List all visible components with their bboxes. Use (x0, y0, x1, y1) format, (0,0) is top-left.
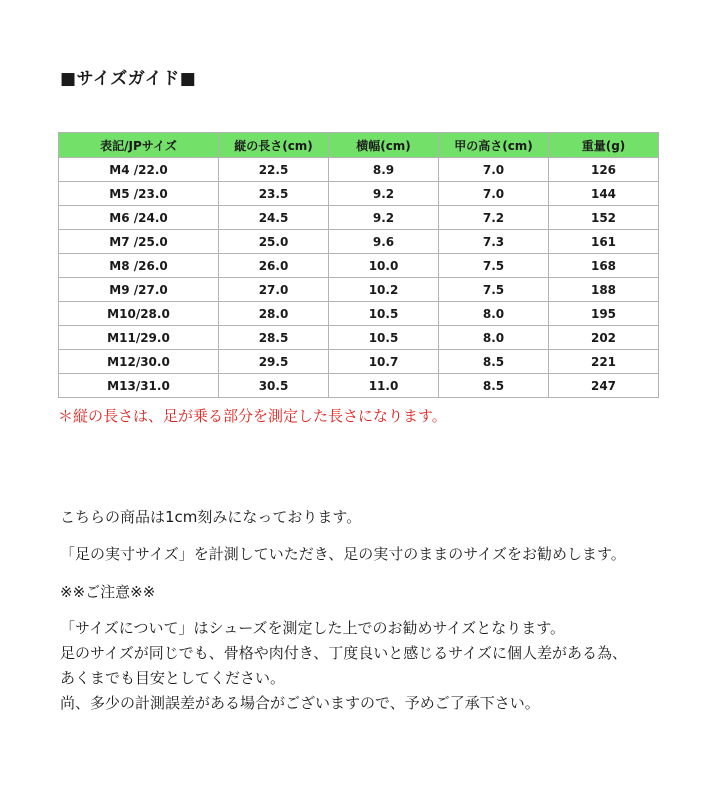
caution-line: 尚、多少の計測誤差がある場合がございますので、予めご了承下さい。 (60, 694, 540, 712)
cell-weight: 195 (549, 302, 659, 326)
cell-length: 25.0 (219, 230, 329, 254)
cell-size: M6 /24.0 (59, 206, 219, 230)
cell-weight: 126 (549, 158, 659, 182)
table-row (59, 350, 659, 374)
cell-length: 22.5 (219, 158, 329, 182)
table-header-row (59, 133, 659, 158)
cell-weight: 144 (549, 182, 659, 206)
cell-instep-height: 7.5 (439, 254, 549, 278)
cell-width: 9.6 (329, 230, 439, 254)
column-header-width: 横幅(cm) (329, 133, 439, 158)
caution-line: あくまでも目安としてください。 (60, 669, 286, 687)
cell-instep-height: 7.0 (439, 182, 549, 206)
cell-weight: 202 (549, 326, 659, 350)
caution-heading: ※※ご注意※※ (60, 583, 156, 601)
cell-instep-height: 8.0 (439, 302, 549, 326)
cell-size: M7 /25.0 (59, 230, 219, 254)
cell-instep-height: 8.0 (439, 326, 549, 350)
cell-weight: 168 (549, 254, 659, 278)
table-row (59, 230, 659, 254)
cell-weight: 247 (549, 374, 659, 398)
cell-weight: 152 (549, 206, 659, 230)
table-row (59, 182, 659, 206)
table-row (59, 374, 659, 398)
cell-instep-height: 8.5 (439, 374, 549, 398)
cell-size: M9 /27.0 (59, 278, 219, 302)
table-row (59, 206, 659, 230)
cell-width: 10.0 (329, 254, 439, 278)
cell-instep-height: 7.0 (439, 158, 549, 182)
table-row (59, 158, 659, 182)
table-body (59, 158, 659, 398)
cell-width: 9.2 (329, 182, 439, 206)
cell-size: M13/31.0 (59, 374, 219, 398)
cell-width: 10.5 (329, 302, 439, 326)
caution-line: 足のサイズが同じでも、骨格や肉付き、丁度良いと感じるサイズに個人差がある為、 (60, 644, 628, 662)
column-header-length: 縦の長さ(cm) (219, 133, 329, 158)
cell-width: 8.9 (329, 158, 439, 182)
cell-instep-height: 7.5 (439, 278, 549, 302)
cell-width: 9.2 (329, 206, 439, 230)
measurement-note: ＊縦の長さは、足が乗る部分を測定した長さになります。 (58, 407, 447, 425)
cell-size: M4 /22.0 (59, 158, 219, 182)
cell-width: 11.0 (329, 374, 439, 398)
cell-length: 23.5 (219, 182, 329, 206)
cell-width: 10.7 (329, 350, 439, 374)
table-row (59, 302, 659, 326)
column-header-size: 表記/JPサイズ (59, 133, 219, 158)
cell-size: M10/28.0 (59, 302, 219, 326)
size-chart-table (58, 132, 659, 398)
cell-length: 29.5 (219, 350, 329, 374)
caution-line: 「サイズについて」はシューズを測定した上でのお勧めサイズとなります。 (60, 619, 566, 637)
cell-size: M12/30.0 (59, 350, 219, 374)
cell-width: 10.2 (329, 278, 439, 302)
cell-length: 30.5 (219, 374, 329, 398)
column-header-weight: 重量(g) (549, 133, 659, 158)
cell-length: 28.5 (219, 326, 329, 350)
cell-weight: 161 (549, 230, 659, 254)
info-paragraph: 「足の実寸サイズ」を計測していただき、足の実寸のままのサイズをお勧めします。 (60, 545, 626, 563)
table-row (59, 326, 659, 350)
cell-instep-height: 7.3 (439, 230, 549, 254)
column-header-instep-height: 甲の高さ(cm) (439, 133, 549, 158)
table-row (59, 254, 659, 278)
cell-size: M5 /23.0 (59, 182, 219, 206)
cell-weight: 221 (549, 350, 659, 374)
info-paragraph: こちらの商品は1cm刻みになっております。 (60, 508, 362, 526)
cell-size: M11/29.0 (59, 326, 219, 350)
page-title: ■サイズガイド■ (60, 69, 197, 89)
cell-instep-height: 8.5 (439, 350, 549, 374)
cell-length: 26.0 (219, 254, 329, 278)
cell-width: 10.5 (329, 326, 439, 350)
cell-length: 24.5 (219, 206, 329, 230)
cell-instep-height: 7.2 (439, 206, 549, 230)
cell-length: 27.0 (219, 278, 329, 302)
cell-length: 28.0 (219, 302, 329, 326)
cell-size: M8 /26.0 (59, 254, 219, 278)
cell-weight: 188 (549, 278, 659, 302)
table-row (59, 278, 659, 302)
